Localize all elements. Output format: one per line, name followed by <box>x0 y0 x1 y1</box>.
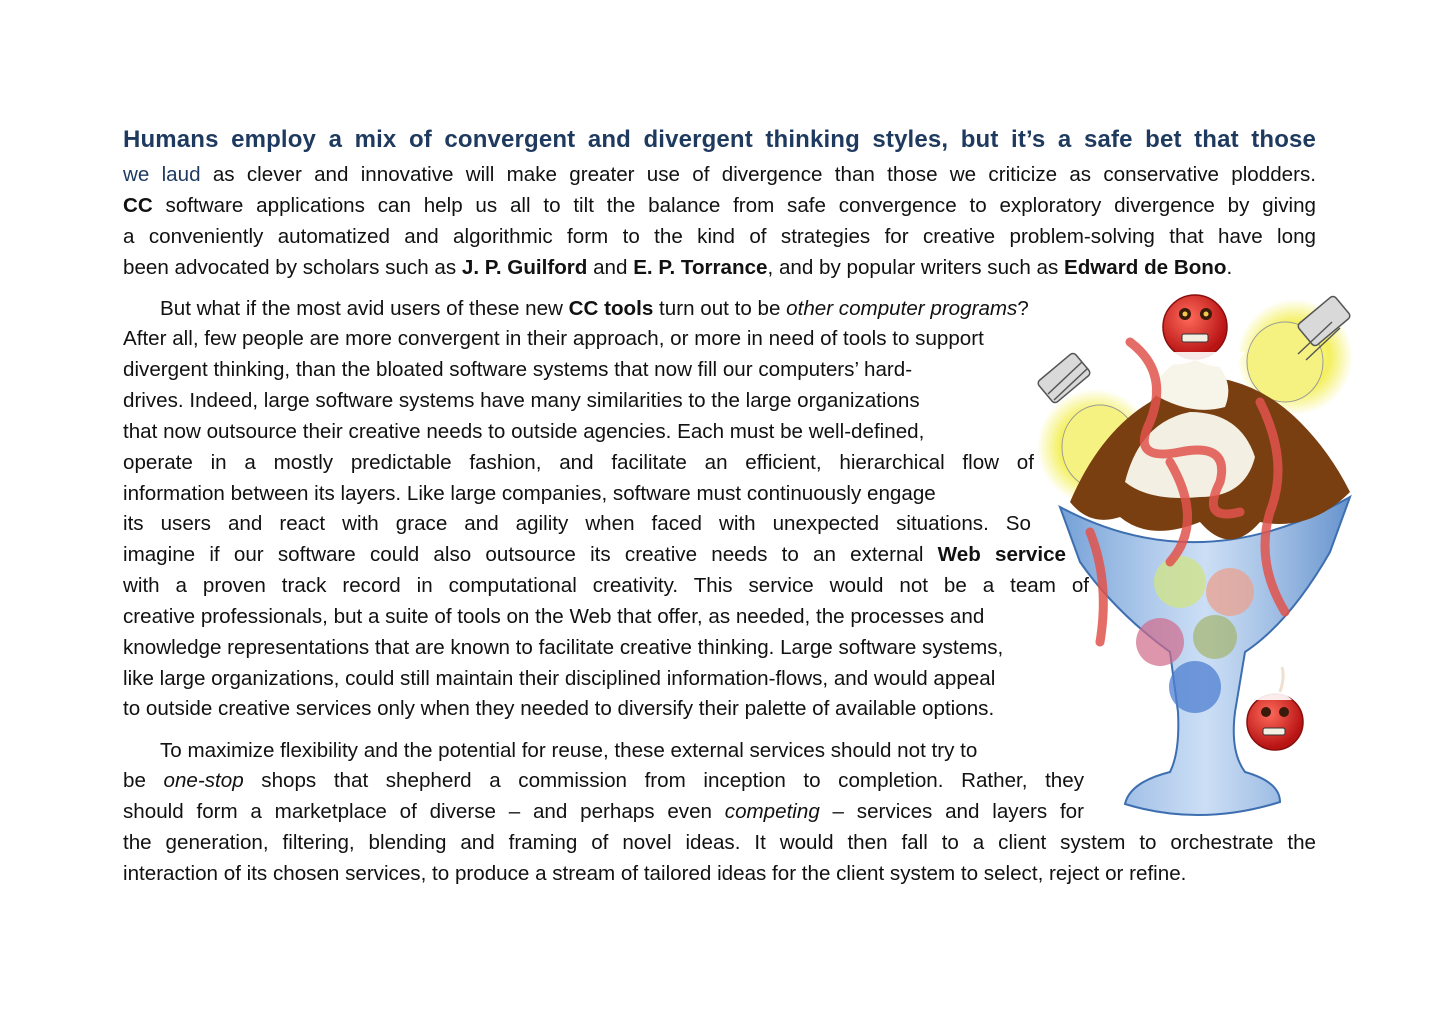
paragraph-2-line-8: its users and react with grace and agility when faced with unexpected situations. So <box>123 512 1031 535</box>
robot-cherry-icon <box>1247 667 1303 750</box>
paragraph-1-line-5 <box>123 252 1232 283</box>
emphasis-text: one-stop <box>163 769 244 792</box>
paragraph-3-line-2 <box>123 765 1084 796</box>
paragraph-2-line-11: creative professionals, but a suite of tools on the Web that offer, as needed, the processes and <box>123 605 985 628</box>
paragraph-2-line-13: like large organizations, could still maintain their disciplined information-flows, and would appeal <box>123 667 996 690</box>
cc-tools-term: CC tools <box>568 297 654 320</box>
text-run: imagine if our software could also outsource its creative needs to an external <box>123 543 938 566</box>
paragraph-2-line-5: that now outsource their creative needs to outside agencies. Each must be well-defined, <box>123 420 925 443</box>
paragraph-2-line-7: information between its layers. Like large companies, software must continuously engage <box>123 482 936 505</box>
lead-continuation: we laud <box>123 163 201 186</box>
ice-cream-sundae-icon <box>1030 282 1375 827</box>
text-run: But what if the most avid users of these new <box>160 297 569 320</box>
paragraph-3-line-5: interaction of its chosen services, to produce a stream of tailored ideas for the client system to select, reject or refine. <box>123 862 1187 885</box>
text-run: turn out to be <box>653 297 787 320</box>
name-guilford: J. P. Guilford <box>461 256 588 279</box>
paragraph-1-line-3 <box>123 190 1316 221</box>
paragraph-2-line-4: drives. Indeed, large software systems have many similarities to the large organizations <box>123 389 920 412</box>
text-run: and <box>587 256 634 279</box>
cc-term: CC <box>123 194 153 217</box>
paragraph-2-line-6: operate in a mostly predictable fashion, and facilitate an efficient, hierarchical flow of <box>123 451 1034 474</box>
emphasis-text: competing <box>724 800 820 823</box>
robot-cherry-icon <box>1148 287 1245 367</box>
name-torrance: E. P. Torrance <box>633 256 768 279</box>
emphasis-text: other computer programs <box>786 297 1018 320</box>
paragraph-2-line-10: with a proven track record in computational creativity. This service would not be a team of <box>123 574 1089 597</box>
ice-cream-sundae-illustration <box>1030 282 1375 827</box>
text-run: . <box>1226 256 1233 279</box>
paragraph-3-line-1: To maximize flexibility and the potential for reuse, these external services should not try to <box>160 739 978 762</box>
text-run: shops that shepherd a commission from inception to completion. Rather, they <box>243 769 1084 792</box>
paragraph-1-line-2 <box>123 159 1316 190</box>
paragraph-3-line-4: the generation, filtering, blending and framing of novel ideas. It would then fall to a client system to orchestrate the <box>123 831 1316 854</box>
text-run: ? <box>1017 297 1029 320</box>
paragraph-3-line-3 <box>123 796 1084 827</box>
paragraph-2-line-12: knowledge representations that are known to facilitate creative thinking. Large software systems, <box>123 636 1004 659</box>
text-run: should form a marketplace of diverse – and perhaps even <box>123 800 725 823</box>
paragraph-2-line-14: to outside creative services only when they needed to diversify their palette of available options. <box>123 697 995 720</box>
text-run: software applications can help us all to tilt the balance from safe convergence to exploratory divergence by giving <box>152 194 1316 217</box>
paragraph-2-line-2: After all, few people are more convergent in their approach, or more in need of tools to support <box>123 327 984 350</box>
text-run: be <box>123 769 164 792</box>
paragraph-2-line-1 <box>160 293 1029 324</box>
text-run: , and by popular writers such as <box>767 256 1064 279</box>
text-run: – services and layers for <box>819 800 1084 823</box>
web-service-term: Web service <box>937 543 1067 566</box>
lead-heading-line: Humans employ a mix of convergent and divergent thinking styles, but it’s a safe bet that those <box>123 126 1316 153</box>
name-de-bono: Edward de Bono <box>1063 256 1227 279</box>
paragraph-1-line-4: a conveniently automatized and algorithmic form to the kind of strategies for creative problem-solving that have long <box>123 225 1316 248</box>
paragraph-2-line-3: divergent thinking, than the bloated software systems that now fill our computers’ hard- <box>123 358 913 381</box>
paragraph-2-line-9 <box>123 539 1066 570</box>
text-run: been advocated by scholars such as <box>123 256 462 279</box>
text-run: as clever and innovative will make greater use of divergence than those we criticize as conservative plodders. <box>200 163 1316 186</box>
